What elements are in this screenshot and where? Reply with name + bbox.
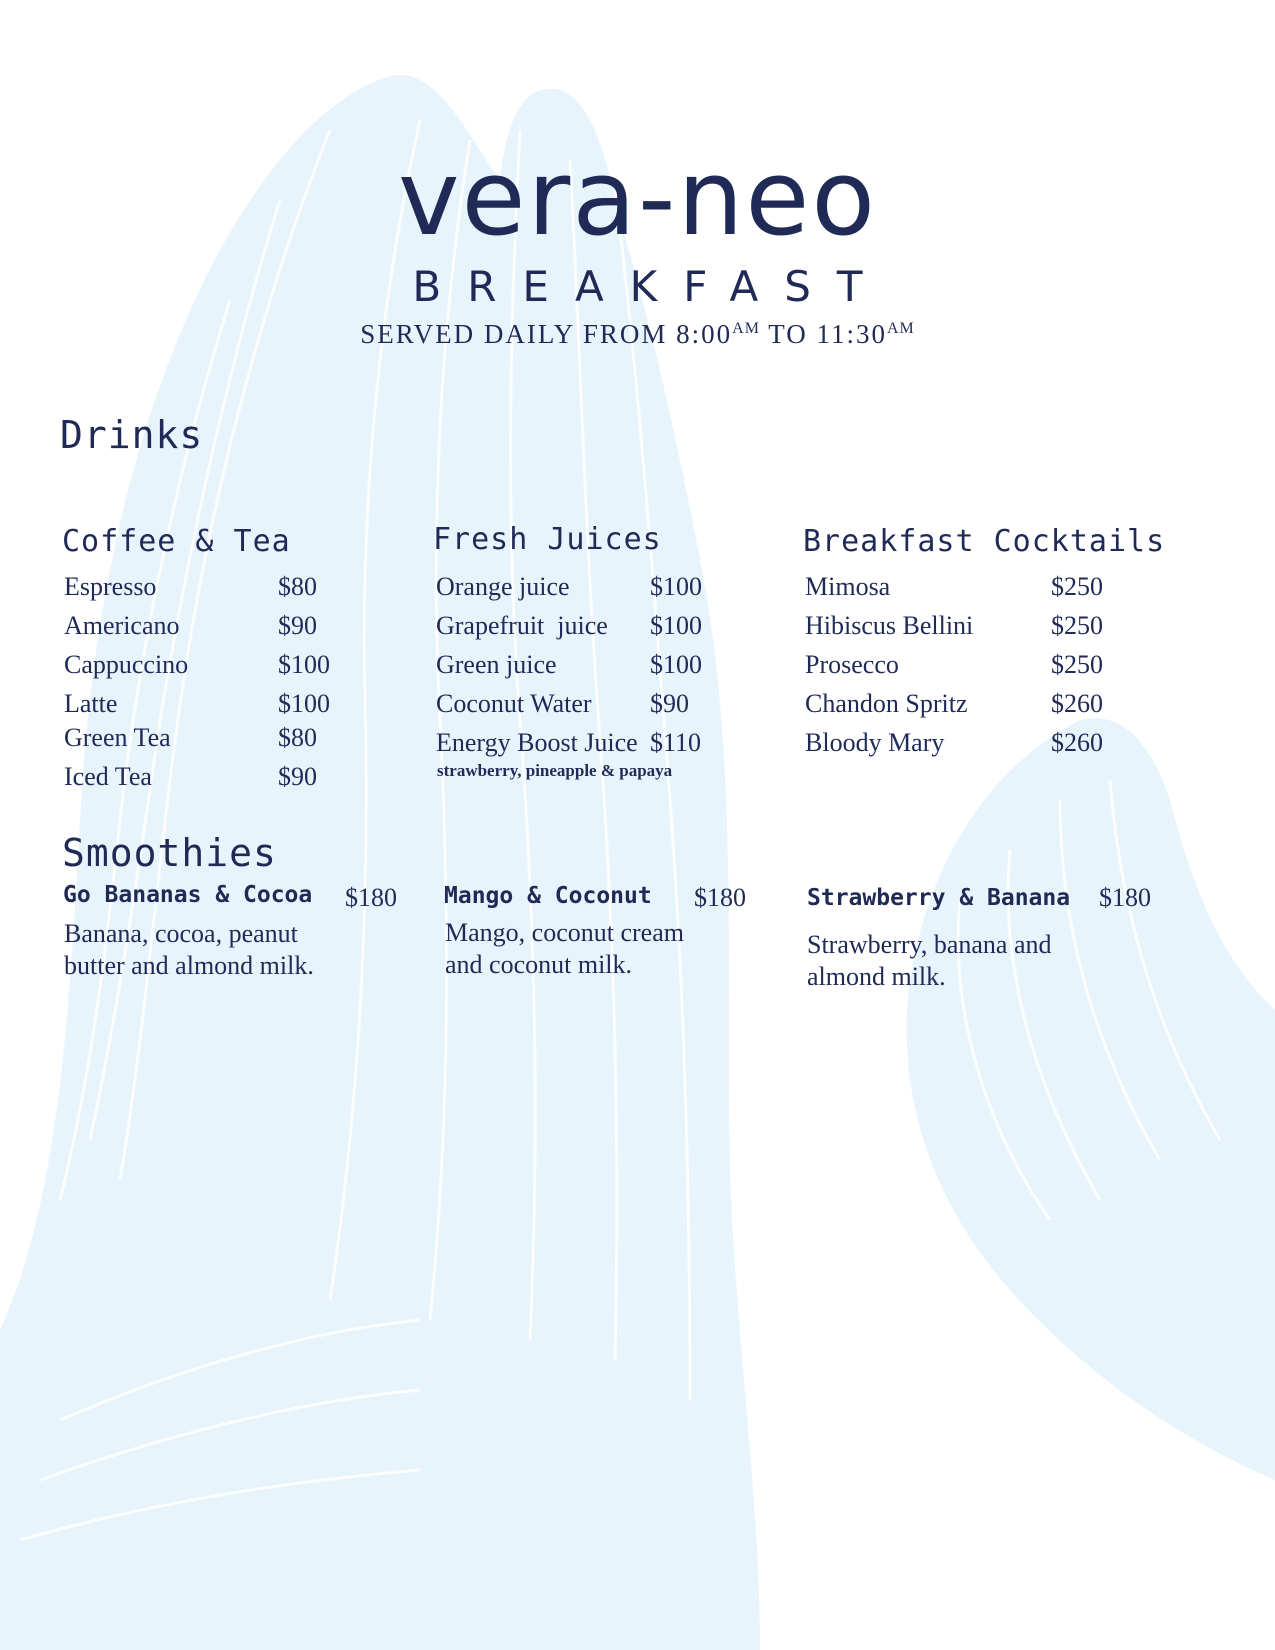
smoothie-description: Strawberry, banana and almond milk. <box>807 930 1052 991</box>
served-hours <box>0 312 1275 351</box>
menu-item-name: Green juice <box>436 650 557 679</box>
smoothie-description: Mango, coconut cream and coconut milk. <box>445 918 684 979</box>
menu-item-price: $260 <box>1051 689 1103 718</box>
column-title-coffee-tea: Coffee & Tea <box>62 524 291 559</box>
smoothie-name: Go Bananas & Cocoa <box>63 882 313 908</box>
smoothie-price: $180 <box>1099 883 1151 912</box>
menu-item-price: $100 <box>650 650 702 679</box>
column-title-fresh-juices: Fresh Juices <box>433 522 662 557</box>
menu-item-price: $100 <box>278 689 330 718</box>
menu-item-name: Energy Boost Juice <box>436 728 638 757</box>
menu-item-name: Bloody Mary <box>805 728 945 757</box>
menu-item-name: Hibiscus Bellini <box>805 611 974 640</box>
menu-item-price: $90 <box>650 689 689 718</box>
menu-item-name: Grapefruit juice <box>436 611 608 640</box>
menu-item-price: $100 <box>278 650 330 679</box>
menu-item-name: Mimosa <box>805 572 891 601</box>
menu-item-price: $100 <box>650 611 702 640</box>
menu-item-note: strawberry, pineapple & papaya <box>437 761 673 780</box>
menu-item-price: $80 <box>278 723 317 752</box>
menu-item-price: $110 <box>650 728 702 757</box>
menu-item-name: Coconut Water <box>436 689 592 718</box>
am-label: AM <box>732 320 760 337</box>
menu-item-name: Green Tea <box>64 723 171 752</box>
section-title-drinks: Drinks <box>60 413 204 457</box>
smoothie-name: Mango & Coconut <box>444 883 652 909</box>
menu-subtitle: BREAKFAST <box>412 262 889 311</box>
menu-item-price: $90 <box>278 611 317 640</box>
menu-item-name: Latte <box>64 689 118 718</box>
smoothie-price: $180 <box>345 883 397 912</box>
served-end: TO 11:30 <box>759 319 887 349</box>
menu-item-price: $100 <box>650 572 702 601</box>
section-title-smoothies: Smoothies <box>62 831 277 875</box>
menu-item-name: Iced Tea <box>64 762 152 791</box>
menu-item-name: Americano <box>64 611 180 640</box>
menu-item-price: $250 <box>1051 650 1103 679</box>
smoothie-description: Banana, cocoa, peanut butter and almond milk. <box>64 919 314 980</box>
menu-item-name: Orange juice <box>436 572 570 601</box>
menu-item-price: $250 <box>1051 611 1103 640</box>
smoothie-price: $180 <box>694 883 746 912</box>
menu-item-name: Cappuccino <box>64 650 189 679</box>
brand-logo: vera-neo <box>397 137 878 259</box>
menu-item-price: $260 <box>1051 728 1103 757</box>
served-start: SERVED DAILY FROM 8:00 <box>360 319 733 349</box>
menu-item-name: Espresso <box>64 572 157 601</box>
menu-item-name: Prosecco <box>805 650 899 679</box>
menu-item-price: $250 <box>1051 572 1103 601</box>
menu-item-price: $80 <box>278 572 317 601</box>
am-label: AM <box>886 320 915 337</box>
menu-item-name: Chandon Spritz <box>805 689 968 718</box>
column-title-breakfast-cocktails: Breakfast Cocktails <box>803 524 1166 559</box>
smoothie-name: Strawberry & Banana <box>807 885 1071 911</box>
menu-item-price: $90 <box>278 762 317 791</box>
